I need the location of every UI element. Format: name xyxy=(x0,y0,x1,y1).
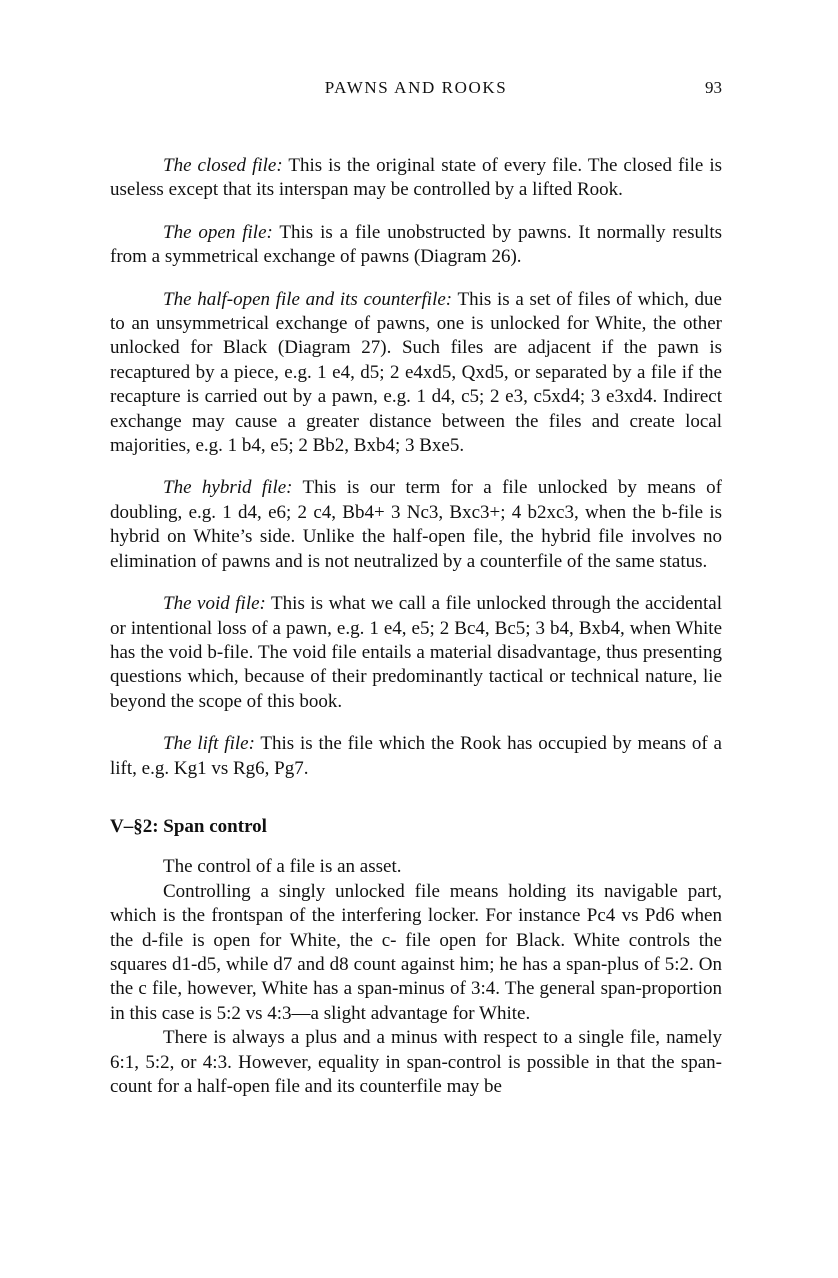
section-paragraph: Controlling a singly unlocked file means holding its navigable part, which is the frontspan of the interfering locker. For instance Pc4 vs Pd6 when the d-file is open for White, the c- file open for Black. White controls the squares d1-d5, while d7 and d8 count against him; he has a span-plus of 5:2. On the c file, however, White has a span-minus of 3:4. The general span-proportion in this case is 5:2 vs 4:3—a slight advantage for White. xyxy=(110,880,722,1024)
term-half-open-file: The half-open file and its counterfile: xyxy=(163,288,453,310)
paragraph-void-file xyxy=(110,592,722,714)
paragraph-text: This is the file which the Rook has occupied by means of a lift, e.g. Kg1 vs Rg6, Pg7. xyxy=(110,733,722,779)
paragraph-text: This is a set of files of which, due to an unsymmetrical exchange of pawns, one is unlocked for White, the other unlocked for Black (Diagram 27). Such files are adjacent if the pawn is recaptured by a piece, e.g. 1 e4, d5; 2 e4xd5, Qxd5, or separated by a file if the recapture is carried out by a pawn, e.g. 1 d4, c5; 2 e3, c5xd4; 3 e3xd4. Indirect exchange may cause a greater distance between the files and create local majorities, e.g. 1 b4, e5; 2 Bb2, Bxb4; 3 Bxe5. xyxy=(110,288,722,457)
term-hybrid-file: The hybrid file: xyxy=(163,477,293,499)
paragraph-hybrid-file xyxy=(110,476,722,574)
page-number: 93 xyxy=(705,78,722,97)
section-paragraph: There is always a plus and a minus with respect to a single file, namely 6:1, 5:2, or 4:3. However, equality in span-control is possible in that the span-count for a half-open file and its counterfile may be xyxy=(110,1027,722,1097)
term-void-file: The void file: xyxy=(163,593,266,615)
running-head-title: PAWNS AND ROOKS xyxy=(324,78,508,97)
paragraph-text: This is the original state of every file. The closed file is useless except that its interspan may be controlled by a lifted Rook. xyxy=(110,155,722,201)
section-heading: V–§2: Span control xyxy=(110,815,267,837)
paragraph-closed-file xyxy=(110,154,722,203)
paragraph-open-file xyxy=(110,221,722,270)
running-head xyxy=(110,78,722,108)
term-lift-file: The lift file: xyxy=(163,733,255,755)
paragraph-text: This is our term for a file unlocked by means of doubling, e.g. 1 d4, e6; 2 c4, Bb4+ 3 Nc3, Bxc3+; 4 b2xc3, when the b-file is hybrid on White’s side. Unlike the half-open file, the hybrid file involves no elimination of pawns and is not neutralized by a counterfile of the same status. xyxy=(110,477,723,572)
paragraph-text: This is a file unobstructed by pawns. It normally results from a symmetrical exchange of pawns (Diagram 26). xyxy=(110,221,722,268)
paragraph-lift-file xyxy=(110,732,722,781)
paragraph-half-open-file xyxy=(110,288,722,459)
page-body xyxy=(110,154,722,1099)
term-open-file: The open file: xyxy=(163,221,273,243)
term-closed-file: The closed file: xyxy=(163,155,283,176)
paragraph-text: This is what we call a file unlocked through the accidental or intentional loss of a pawn, e.g. 1 e4, e5; 2 Bc4, Bc5; 3 b4, Bxb4, when White has the void b-file. The void file entails a material disadvantage, thus presenting questions which, because of their predominantly tactical or technical nature, lie beyond the scope of this book. xyxy=(110,593,723,712)
section-paragraph: The control of a file is an asset. xyxy=(163,856,402,878)
book-page xyxy=(110,78,722,1099)
